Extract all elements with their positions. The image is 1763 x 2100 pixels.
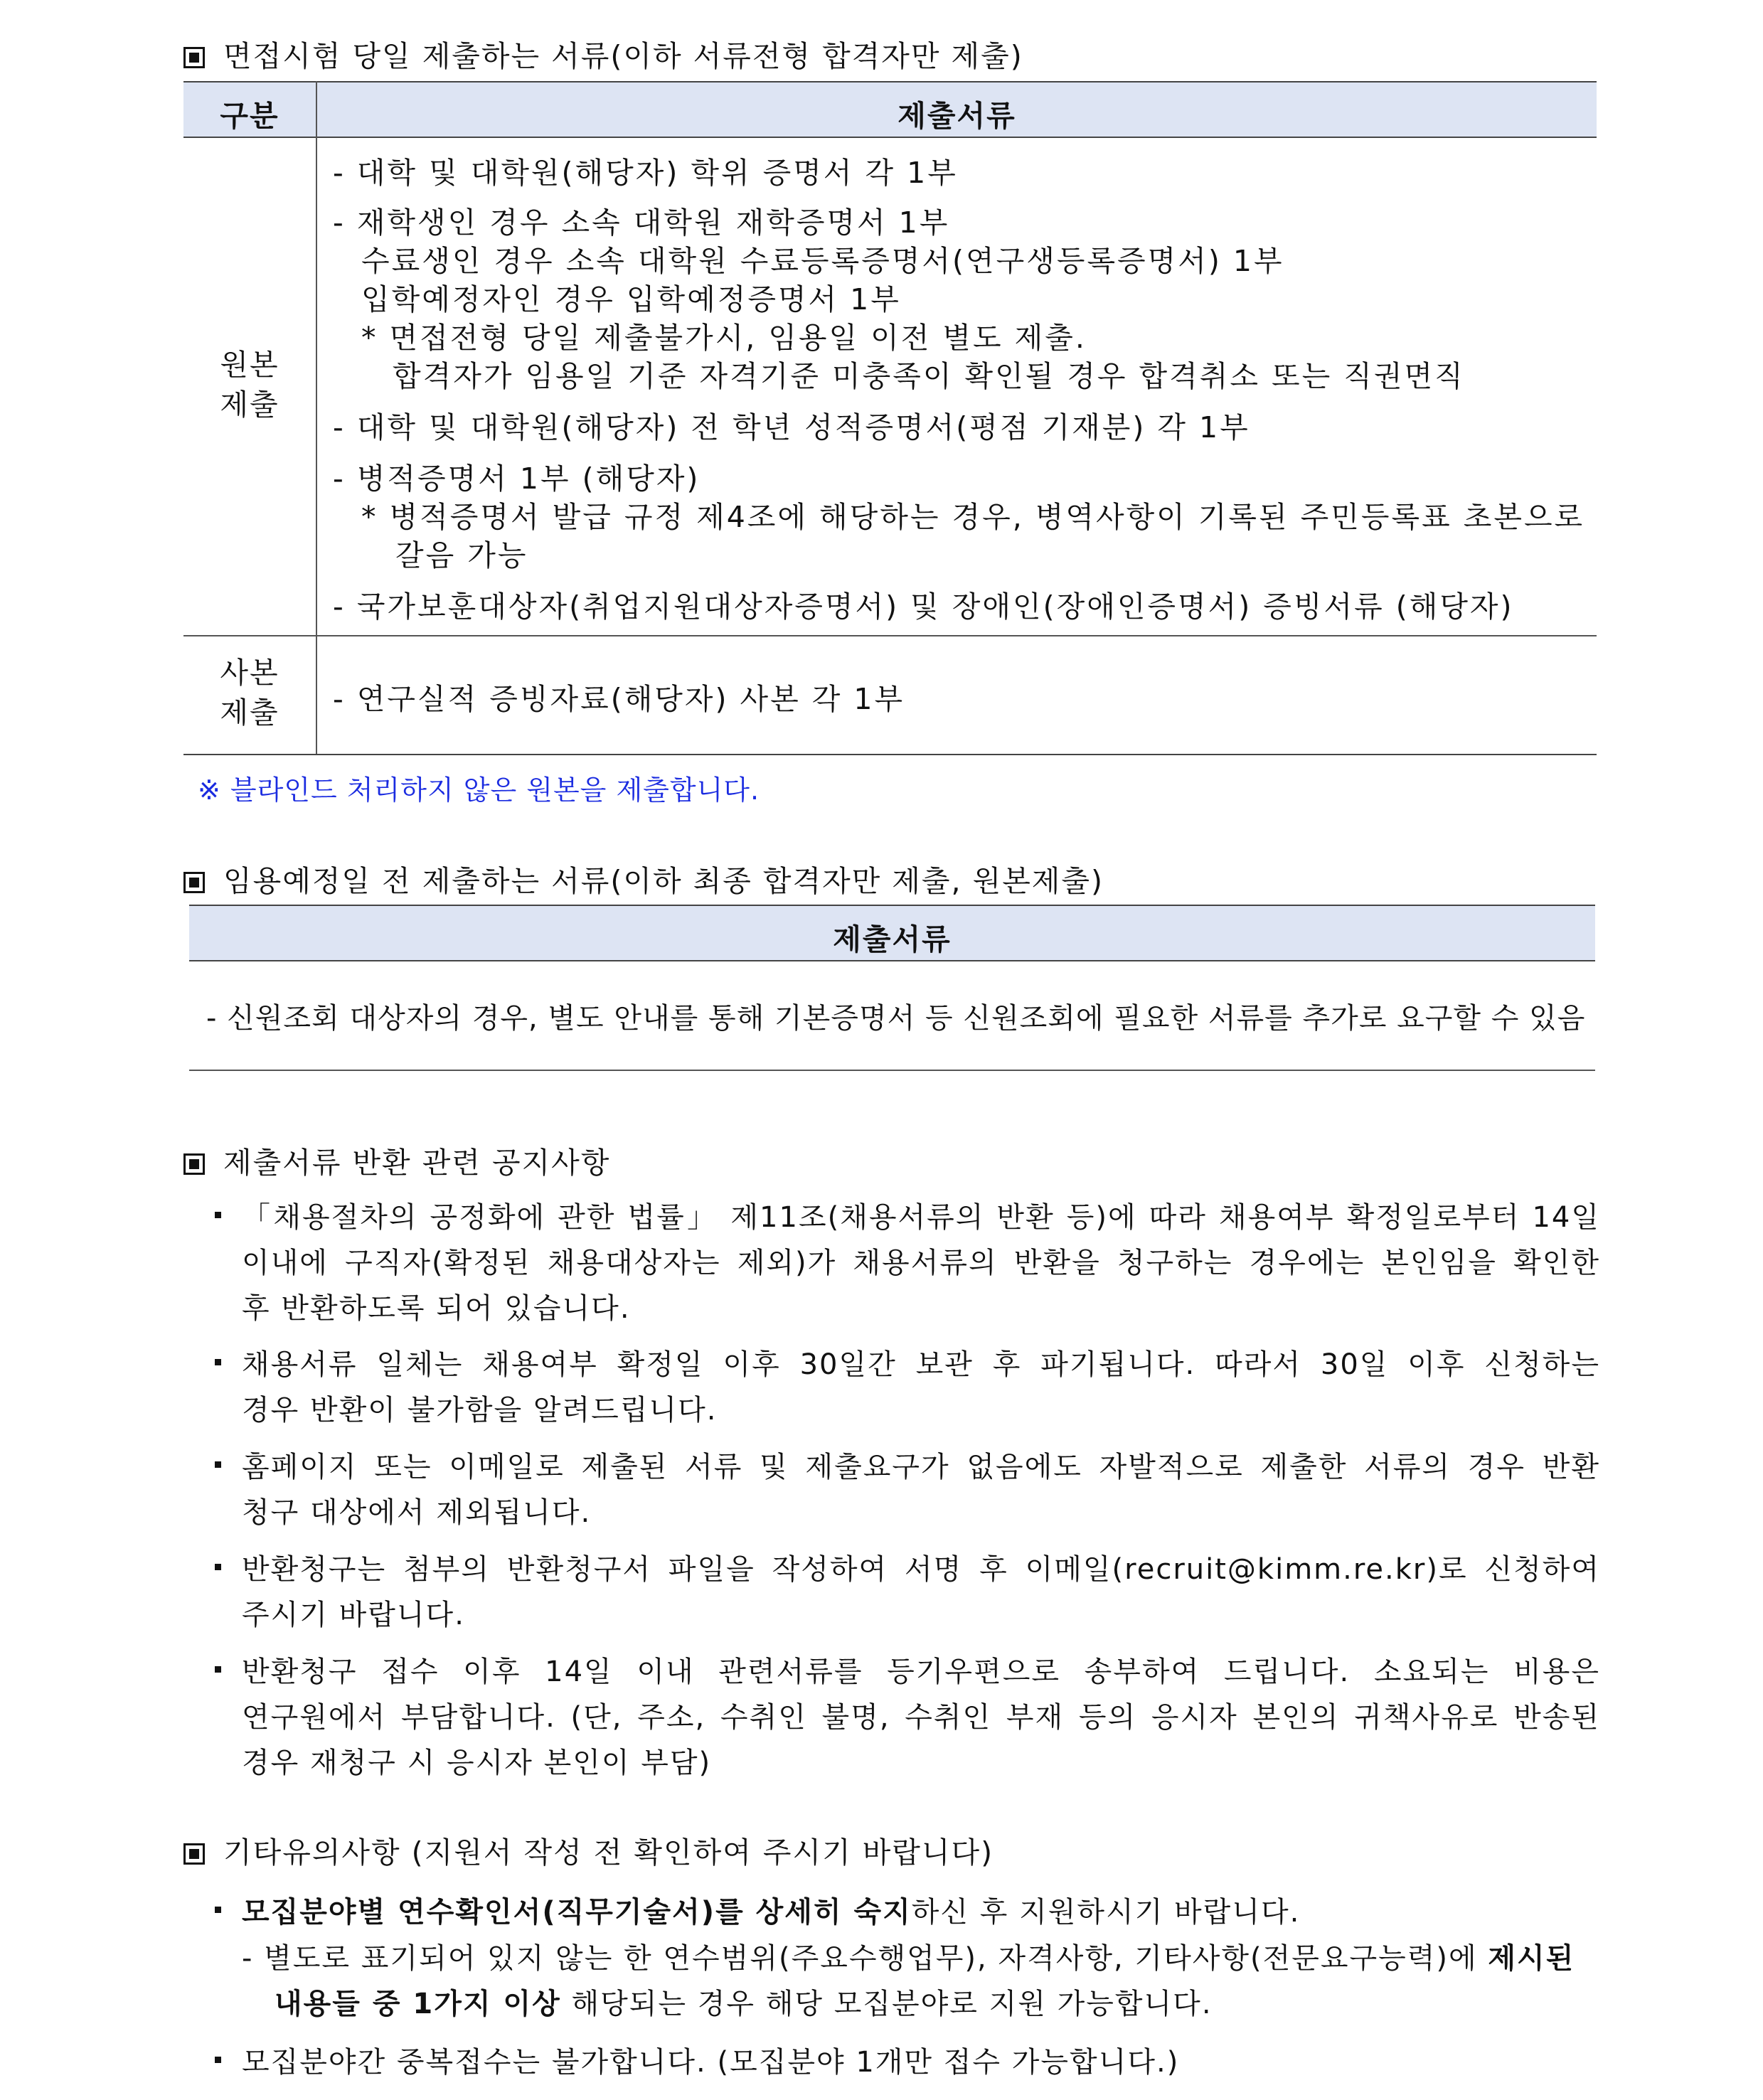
- list-item-line: 경우 재청구 시 응시자 본인이 부담): [242, 1747, 712, 1779]
- section3-heading: 제출서류 반환 관련 공지사항: [183, 1139, 610, 1181]
- sub-item-line: 내용들 중 1가지 이상 해당되는 경우 해당 모집분야로 지원 가능합니다.: [275, 1988, 1213, 2020]
- list-item-line: 홈페이지 또는 이메일로 제출된 서류 및 제출요구가 없음에도 자발적으로 제출한 서류의 경우 반환: [242, 1451, 1600, 1483]
- doc-note-line: * 면접전형 당일 제출불가시, 임용일 이전 별도 제출.: [361, 321, 1087, 355]
- list-item-line: 반환청구는 첨부의 반환청구서 파일을 작성하여 서명 후 이메일(recruit@kimm.re.kr)로 신청하여: [242, 1553, 1600, 1586]
- list-item-line: 이내에 구직자(확정된 채용대상자는 제외)가 채용서류의 반환을 청구하는 경우에는 본인임을 확인한: [242, 1247, 1600, 1279]
- emphasis-text: 모집분야별 연수확인서(직무기술서)를 상세히 숙지: [242, 1896, 912, 1929]
- bullet-icon: [215, 1666, 221, 1673]
- square-bullet-icon: [183, 47, 205, 68]
- doc-note-line: 갈음 가능: [395, 538, 528, 572]
- list-item-line: 청구 대상에서 제외됩니다.: [242, 1496, 592, 1529]
- doc-line: - 재학생인 경우 소속 대학원 재학증명서 1부: [333, 206, 950, 240]
- bullet-icon: [215, 1212, 221, 1218]
- list-item-line: 후 반환하도록 되어 있습니다.: [242, 1292, 631, 1325]
- section1-heading: 면접시험 당일 제출하는 서류(이하 서류전형 합격자만 제출): [183, 33, 1023, 75]
- bullet-icon: [215, 1907, 221, 1913]
- category-copy: 사본 제출: [220, 656, 279, 730]
- list-item-line: 「채용절차의 공정화에 관한 법률」 제11조(채용서류의 반환 등)에 따라 채용여부 확정일로부터 14일: [242, 1201, 1600, 1234]
- square-bullet-icon: [183, 872, 205, 893]
- sub-item-line: - 별도로 표기되어 있지 않는 한 연수범위(주요수행업무), 자격사항, 기타사항(전문요구능력)에 제시된: [242, 1942, 1575, 1975]
- list-item-line: 경우 반환이 불가함을 알려드립니다.: [242, 1394, 718, 1427]
- doc-line: - 연구실적 증빙자료(해당자) 사본 각 1부: [333, 682, 905, 716]
- doc-line: - 신원조회 대상자의 경우, 별도 안내를 통해 기본증명서 등 신원조회에 필요한 서류를 추가로 요구할 수 있음: [206, 1002, 1586, 1035]
- doc-line: - 대학 및 대학원(해당자) 전 학년 성적증명서(평점 기재분) 각 1부: [333, 410, 1250, 444]
- list-item-line: 반환청구 접수 이후 14일 이내 관련서류를 등기우편으로 송부하여 드립니다. 소요되는 비용은: [242, 1656, 1600, 1688]
- list-item-line: 모집분야간 중복접수는 불가합니다. (모집분야 1개만 접수 가능합니다.): [242, 2046, 1180, 2079]
- emphasis-text: 제시된: [1488, 1942, 1575, 1975]
- doc-line: - 병적증명서 1부 (해당자): [333, 462, 701, 496]
- bullet-icon: [215, 1461, 221, 1468]
- list-item-line: 주시기 바랍니다.: [242, 1599, 465, 1631]
- doc-note-line: 합격자가 임용일 기준 자격기준 미충족이 확인될 경우 합격취소 또는 직권면직: [393, 359, 1465, 393]
- doc-line: - 대학 및 대학원(해당자) 학위 증명서 각 1부: [333, 156, 958, 190]
- section4-heading: 기타유의사항 (지원서 작성 전 확인하여 주시기 바랍니다): [183, 1829, 994, 1871]
- table-bottom-border: [183, 754, 1597, 755]
- list-item-line: 모집분야별 연수확인서(직무기술서)를 상세히 숙지하신 후 지원하시기 바랍니다.: [242, 1896, 1301, 1929]
- square-bullet-icon: [183, 1843, 205, 1865]
- list-item-line: 채용서류 일체는 채용여부 확정일 이후 30일간 보관 후 파기됩니다. 따라서 30일 이후 신청하는: [242, 1348, 1600, 1381]
- bullet-icon: [215, 1359, 221, 1365]
- category-original: 원본 제출: [220, 348, 279, 422]
- header-documents: 제출서류: [898, 99, 1016, 133]
- header-category: 구분: [220, 99, 279, 133]
- doc-line: 수료생인 경우 소속 대학원 수료등록증명서(연구생등록증명서) 1부: [361, 244, 1284, 278]
- bullet-icon: [215, 1564, 221, 1570]
- header-documents: 제출서류: [833, 922, 952, 956]
- table-bottom-border: [189, 1070, 1595, 1071]
- section2-heading: 임용예정일 전 제출하는 서류(이하 최종 합격자만 제출, 원본제출): [183, 858, 1104, 900]
- square-bullet-icon: [183, 1153, 205, 1175]
- blind-notice: ※ 블라인드 처리하지 않은 원본을 제출합니다.: [198, 774, 760, 806]
- list-item-line: 연구원에서 부담합니다. (단, 주소, 수취인 불명, 수취인 부재 등의 응시자 본인의 귀책사유로 반송된: [242, 1701, 1600, 1734]
- doc-line: 입학예정자인 경우 입학예정증명서 1부: [361, 282, 901, 316]
- emphasis-text: 내용들 중 1가지 이상: [275, 1988, 561, 2020]
- bullet-icon: [215, 2057, 221, 2063]
- column-divider: [316, 81, 317, 755]
- row-divider: [183, 635, 1597, 636]
- doc-note-line: * 병적증명서 발급 규정 제4조에 해당하는 경우, 병역사항이 기록된 주민등록표 초본으로: [361, 500, 1585, 534]
- doc-line: - 국가보훈대상자(취업지원대상자증명서) 및 장애인(장애인증명서) 증빙서류 (해당자): [333, 590, 1514, 624]
